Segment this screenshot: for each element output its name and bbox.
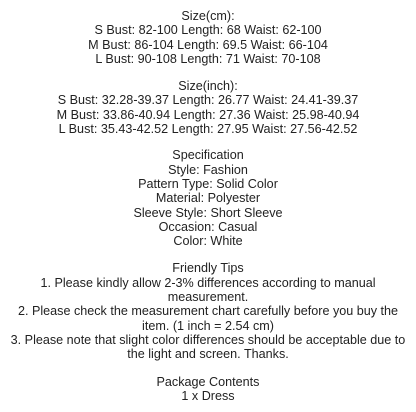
spec-color: Color: White — [173, 234, 243, 249]
size-cm-row-l: L Bust: 90-108 Length: 71 Waist: 70-108 — [95, 51, 321, 66]
spec-sleeve-style: Sleeve Style: Short Sleeve — [133, 205, 283, 220]
package-contents-heading: Package Contents — [156, 374, 260, 389]
size-inch-heading: Size(inch): — [178, 79, 238, 94]
spacer — [0, 66, 416, 79]
spec-style: Style: Fashion — [168, 162, 248, 177]
size-cm-row-s: S Bust: 82-100 Length: 68 Waist: 62-100 — [94, 23, 322, 38]
size-cm-heading: Size(cm): — [181, 9, 235, 23]
size-inch-row-s: S Bust: 32.28-39.37 Length: 26.77 Waist: 24.41-39.37 — [57, 93, 359, 108]
product-description — [0, 9, 416, 403]
size-inch-row-m: M Bust: 33.86-40.94 Length: 27.36 Waist: 25.98-40.94 — [56, 107, 360, 122]
spacer — [0, 248, 416, 261]
tip-1-line-1: 1. Please kindly allow 2-3% differences according to manual — [40, 275, 376, 290]
tip-1-line-2: measurement. — [167, 290, 249, 305]
friendly-tips-heading: Friendly Tips — [172, 261, 244, 276]
spec-pattern-type: Pattern Type: Solid Color — [138, 176, 278, 191]
package-contents-section — [0, 375, 416, 404]
package-item: 1 x Dress — [181, 388, 235, 403]
size-cm-section — [0, 9, 416, 66]
spec-material: Material: Polyester — [155, 191, 261, 206]
tip-2-line-2: item. (1 inch = 2.54 cm) — [142, 318, 274, 333]
friendly-tips-section — [0, 261, 416, 361]
size-inch-section — [0, 79, 416, 136]
spec-occasion: Occasion: Casual — [158, 219, 258, 234]
spacer — [0, 362, 416, 375]
spacer — [0, 136, 416, 148]
specification-heading: Specification — [172, 148, 244, 163]
size-cm-row-m: M Bust: 86-104 Length: 69.5 Waist: 66-104 — [88, 37, 328, 52]
tip-2-line-1: 2. Please check the measurement chart carefully before you buy the — [17, 304, 399, 319]
tip-3-line-1: 3. Please note that slight color differences should be acceptable due to — [10, 332, 406, 347]
specification-section — [0, 148, 416, 248]
tip-3-line-2: the light and screen. Thanks. — [127, 347, 289, 362]
size-inch-row-l: L Bust: 35.43-42.52 Length: 27.95 Waist: 27.56-42.52 — [58, 122, 358, 137]
